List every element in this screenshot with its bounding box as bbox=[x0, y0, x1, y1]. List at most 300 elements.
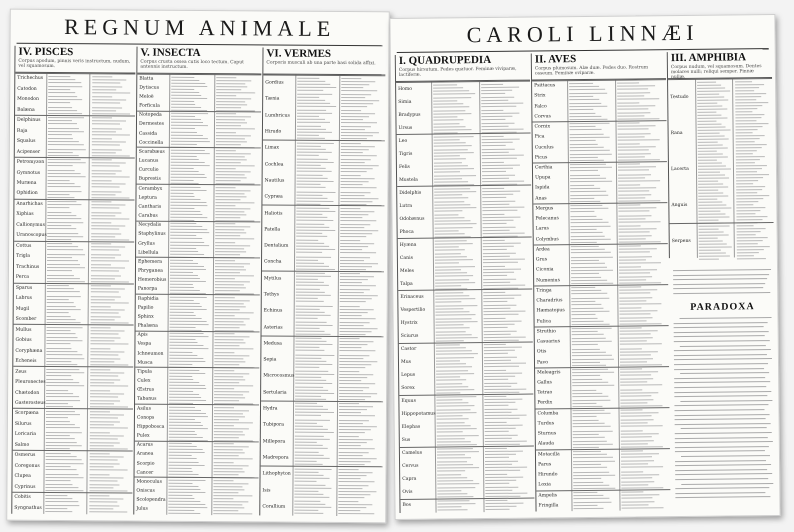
text-line bbox=[571, 280, 607, 281]
text-line bbox=[436, 318, 472, 319]
text-line bbox=[48, 170, 75, 171]
text-line bbox=[435, 305, 477, 306]
genus-row bbox=[261, 433, 383, 451]
text-line bbox=[46, 382, 79, 383]
text-line bbox=[620, 328, 642, 329]
text-line bbox=[485, 474, 507, 475]
paradoxa-text-line bbox=[675, 409, 765, 411]
text-line bbox=[482, 128, 524, 129]
genus-row bbox=[669, 150, 773, 188]
text-line bbox=[569, 103, 601, 104]
text-line bbox=[339, 396, 371, 397]
text-line bbox=[170, 217, 207, 218]
text-line bbox=[169, 406, 195, 407]
text-line bbox=[47, 201, 76, 202]
text-line bbox=[484, 402, 515, 403]
text-line bbox=[48, 141, 79, 142]
text-line bbox=[340, 273, 360, 274]
text-line bbox=[47, 264, 80, 265]
text-line bbox=[296, 273, 325, 274]
text-line bbox=[341, 97, 365, 98]
text-line bbox=[90, 477, 124, 478]
text-line bbox=[737, 240, 763, 241]
genus-name: Testudo bbox=[670, 94, 689, 101]
text-line bbox=[297, 129, 326, 130]
text-line bbox=[214, 373, 249, 374]
genus-row bbox=[261, 368, 383, 386]
text-line bbox=[573, 464, 601, 465]
text-line bbox=[91, 215, 115, 216]
text-line bbox=[481, 112, 519, 113]
text-line bbox=[618, 157, 645, 158]
genus-name: Larus bbox=[535, 226, 549, 232]
text-line bbox=[433, 123, 459, 124]
table-column bbox=[667, 51, 774, 258]
text-line bbox=[437, 467, 479, 468]
text-line bbox=[434, 162, 462, 163]
text-line bbox=[297, 151, 332, 152]
genus-name: Cottus bbox=[16, 243, 32, 249]
genus-name: Carabus bbox=[138, 213, 158, 219]
text-line bbox=[89, 487, 113, 488]
genus-name: Silurus bbox=[14, 421, 32, 427]
text-line bbox=[340, 322, 370, 323]
text-line bbox=[340, 276, 374, 277]
text-line bbox=[437, 455, 465, 456]
text-line bbox=[697, 111, 716, 112]
text-line bbox=[296, 227, 329, 228]
text-line bbox=[216, 162, 241, 163]
text-line bbox=[697, 102, 717, 103]
text-line bbox=[482, 148, 515, 149]
genus-name: Pavo bbox=[536, 359, 549, 366]
text-line bbox=[736, 156, 765, 157]
genus-name: Cobitis bbox=[14, 495, 31, 501]
text-line bbox=[485, 425, 523, 426]
paradoxa-text-line bbox=[674, 326, 764, 328]
text-line bbox=[215, 226, 250, 227]
text-line bbox=[483, 269, 521, 270]
text-line bbox=[215, 278, 235, 279]
text-line bbox=[216, 190, 251, 191]
text-line bbox=[570, 185, 594, 186]
genus-row bbox=[260, 498, 382, 516]
text-line bbox=[340, 279, 368, 280]
text-line bbox=[171, 186, 201, 187]
text-line bbox=[621, 474, 659, 475]
text-line bbox=[90, 453, 110, 454]
text-line bbox=[483, 308, 510, 309]
text-line bbox=[295, 439, 330, 440]
text-line bbox=[435, 311, 469, 312]
note-text-line bbox=[673, 288, 763, 290]
text-line bbox=[215, 287, 246, 288]
text-line bbox=[341, 175, 361, 176]
text-line bbox=[569, 113, 595, 114]
text-line bbox=[170, 232, 209, 233]
text-line bbox=[698, 141, 718, 142]
text-line bbox=[737, 234, 756, 235]
text-line bbox=[171, 95, 201, 96]
column-description: Corpus hirsutum. Pedes quatuor. Feminæ viviparæ, lactiferæ. bbox=[398, 66, 517, 78]
text-line bbox=[573, 482, 603, 483]
text-line bbox=[91, 201, 111, 202]
text-line bbox=[339, 380, 361, 381]
genus-name: Ardea bbox=[535, 247, 550, 253]
text-line bbox=[297, 132, 332, 133]
text-line bbox=[90, 456, 124, 457]
text-line bbox=[90, 351, 124, 352]
text-line bbox=[485, 435, 518, 436]
genus-row bbox=[263, 107, 385, 125]
text-line bbox=[482, 125, 509, 126]
text-line bbox=[482, 164, 520, 165]
text-line bbox=[434, 178, 462, 179]
text-line bbox=[340, 315, 362, 316]
text-line bbox=[482, 188, 504, 189]
text-line bbox=[340, 233, 372, 234]
text-line bbox=[90, 369, 110, 370]
text-line bbox=[89, 505, 119, 506]
text-line bbox=[214, 437, 239, 438]
text-line bbox=[341, 178, 375, 179]
genus-name: Salmo bbox=[14, 442, 30, 448]
text-line bbox=[47, 312, 69, 313]
table-column bbox=[259, 47, 385, 516]
text-line bbox=[437, 416, 463, 417]
text-line bbox=[295, 468, 332, 469]
text-line bbox=[483, 256, 510, 257]
text-line bbox=[214, 446, 249, 447]
text-line bbox=[435, 272, 467, 273]
text-line bbox=[46, 442, 77, 443]
text-line bbox=[339, 436, 359, 437]
text-line bbox=[434, 165, 468, 166]
text-line bbox=[214, 370, 234, 371]
text-line bbox=[618, 164, 640, 165]
text-line bbox=[572, 331, 598, 332]
text-line bbox=[621, 505, 648, 506]
text-line bbox=[339, 423, 363, 424]
text-line bbox=[617, 102, 639, 103]
genus-name: Scarabæus bbox=[138, 149, 165, 155]
genus-name: Tigris bbox=[398, 151, 413, 157]
text-line bbox=[339, 445, 361, 446]
text-line bbox=[621, 453, 659, 454]
text-line bbox=[92, 107, 122, 108]
text-line bbox=[90, 383, 114, 384]
text-line bbox=[433, 110, 465, 111]
text-line bbox=[736, 135, 765, 136]
text-line bbox=[296, 322, 327, 323]
text-line bbox=[89, 484, 119, 485]
text-line bbox=[571, 269, 613, 270]
text-line bbox=[571, 226, 611, 227]
text-line bbox=[46, 403, 68, 404]
text-line bbox=[435, 279, 469, 280]
text-line bbox=[485, 441, 527, 442]
text-line bbox=[735, 102, 768, 103]
text-line bbox=[571, 308, 603, 309]
text-line bbox=[216, 122, 247, 123]
text-line bbox=[215, 297, 235, 298]
text-line bbox=[215, 208, 250, 209]
text-line bbox=[618, 184, 640, 185]
genus-name: Gasterosteus bbox=[15, 400, 46, 406]
genus-name: Necydalis bbox=[138, 222, 162, 228]
text-line bbox=[48, 78, 75, 79]
text-line bbox=[699, 246, 732, 247]
text-line bbox=[297, 135, 319, 136]
text-line bbox=[436, 324, 464, 325]
left-page-title: REGNUM ANIMALE bbox=[64, 14, 336, 41]
text-line bbox=[573, 474, 615, 475]
text-line bbox=[483, 305, 516, 306]
text-line bbox=[92, 97, 112, 98]
text-line bbox=[620, 389, 642, 390]
text-line bbox=[48, 191, 82, 192]
genus-name: Lithophyton bbox=[262, 471, 291, 477]
text-line bbox=[295, 396, 321, 397]
text-line bbox=[296, 295, 331, 296]
genus-name: Lutra bbox=[399, 203, 413, 209]
text-line bbox=[572, 369, 608, 370]
text-line bbox=[483, 279, 516, 280]
text-line bbox=[295, 357, 321, 358]
text-line bbox=[216, 187, 236, 188]
text-line bbox=[45, 497, 72, 498]
text-line bbox=[46, 463, 84, 464]
text-line bbox=[170, 318, 202, 319]
text-line bbox=[216, 95, 236, 96]
text-line bbox=[481, 89, 512, 90]
paradoxa-text-line bbox=[674, 363, 768, 365]
text-line bbox=[214, 455, 239, 456]
text-line bbox=[216, 125, 241, 126]
text-line bbox=[214, 474, 239, 475]
text-line bbox=[435, 230, 459, 231]
text-line bbox=[296, 224, 324, 225]
text-line bbox=[438, 507, 462, 508]
text-line bbox=[339, 478, 361, 479]
text-line bbox=[697, 81, 716, 82]
text-line bbox=[47, 254, 85, 255]
text-line bbox=[618, 215, 651, 216]
genus-name: Patella bbox=[264, 227, 281, 233]
text-line bbox=[169, 437, 203, 438]
text-line bbox=[736, 141, 755, 142]
text-line bbox=[297, 178, 328, 179]
genus-name: Parus bbox=[538, 462, 552, 468]
text-line bbox=[485, 477, 523, 478]
text-line bbox=[737, 231, 761, 232]
text-line bbox=[295, 419, 330, 420]
text-line bbox=[571, 256, 613, 257]
genus-name: Delphinus bbox=[16, 117, 41, 124]
text-line bbox=[216, 77, 236, 78]
text-line bbox=[48, 134, 72, 135]
text-line bbox=[215, 281, 250, 282]
text-line bbox=[619, 238, 646, 239]
text-line bbox=[699, 249, 721, 250]
text-line bbox=[46, 414, 80, 415]
text-line bbox=[216, 80, 251, 81]
text-line bbox=[572, 372, 614, 373]
text-line bbox=[736, 138, 760, 139]
text-line bbox=[170, 333, 204, 334]
text-line bbox=[435, 285, 461, 286]
text-line bbox=[484, 337, 526, 338]
text-line bbox=[572, 321, 604, 322]
text-line bbox=[92, 149, 122, 150]
text-line bbox=[169, 373, 205, 374]
text-line bbox=[47, 239, 71, 240]
text-line bbox=[216, 168, 236, 169]
text-line bbox=[214, 364, 239, 365]
text-line bbox=[698, 207, 731, 208]
column-body bbox=[12, 72, 135, 515]
text-line bbox=[572, 410, 604, 411]
text-line bbox=[697, 108, 727, 109]
text-line bbox=[46, 369, 79, 370]
text-line bbox=[214, 382, 239, 383]
text-line bbox=[91, 285, 111, 286]
text-line bbox=[737, 219, 763, 220]
text-line bbox=[573, 471, 609, 472]
genus-name: Acipenser bbox=[16, 149, 41, 155]
text-line bbox=[341, 143, 361, 144]
text-line bbox=[619, 228, 657, 229]
text-line bbox=[435, 243, 473, 244]
text-line bbox=[570, 215, 596, 216]
genus-name: Dentalium bbox=[264, 243, 289, 249]
text-line bbox=[340, 246, 368, 247]
text-line bbox=[170, 278, 200, 279]
text-line bbox=[341, 162, 365, 163]
text-line bbox=[45, 484, 72, 485]
text-line bbox=[296, 208, 329, 209]
text-line bbox=[47, 222, 83, 223]
text-line bbox=[485, 490, 512, 491]
text-line bbox=[340, 224, 370, 225]
paradoxa-title: PARADOXA bbox=[690, 301, 755, 313]
text-line bbox=[92, 103, 120, 104]
text-line bbox=[483, 259, 525, 260]
text-line bbox=[433, 84, 457, 85]
genus-name: Medusa bbox=[263, 341, 282, 347]
text-line bbox=[621, 494, 659, 495]
column-description: Corpus crusta ossea cutis loco tectum. Caput antennis instructum. bbox=[140, 59, 244, 70]
text-line bbox=[169, 379, 193, 380]
genus-name: Scolopendra bbox=[136, 497, 166, 504]
text-line bbox=[215, 327, 240, 328]
text-line bbox=[297, 93, 332, 94]
text-line bbox=[296, 308, 320, 309]
text-line bbox=[297, 96, 319, 97]
text-line bbox=[339, 409, 367, 410]
text-line bbox=[571, 290, 601, 291]
text-line bbox=[170, 305, 202, 306]
text-line bbox=[46, 424, 75, 425]
text-line bbox=[699, 255, 730, 256]
text-line bbox=[48, 159, 81, 160]
text-line bbox=[736, 168, 762, 169]
text-line bbox=[484, 370, 506, 371]
genus-name: Rana bbox=[670, 130, 683, 137]
text-line bbox=[618, 136, 645, 137]
text-line bbox=[215, 242, 235, 243]
text-line bbox=[296, 279, 318, 280]
genus-name: Microcosmus bbox=[263, 373, 295, 380]
text-line bbox=[92, 79, 126, 80]
genus-name: Millepora bbox=[262, 439, 286, 445]
genus-name: Strix bbox=[534, 93, 546, 99]
text-line bbox=[92, 145, 120, 146]
text-line bbox=[215, 333, 235, 334]
text-line bbox=[170, 308, 207, 309]
text-line bbox=[618, 177, 645, 178]
text-line bbox=[48, 138, 73, 139]
table-column bbox=[531, 52, 671, 511]
genus-name: Tethys bbox=[263, 292, 280, 298]
text-line bbox=[570, 174, 600, 175]
genus-name: Staphylinus bbox=[138, 231, 166, 238]
text-line bbox=[296, 262, 324, 263]
text-line bbox=[621, 423, 648, 424]
text-line bbox=[341, 83, 369, 84]
text-line bbox=[90, 445, 114, 446]
text-line bbox=[296, 249, 335, 250]
text-line bbox=[621, 471, 643, 472]
text-line bbox=[171, 168, 194, 169]
text-line bbox=[169, 425, 203, 426]
text-line bbox=[215, 223, 235, 224]
text-line bbox=[92, 191, 122, 192]
genus-name: Cantharis bbox=[138, 204, 162, 210]
paradoxa-text-line bbox=[675, 423, 771, 425]
text-line bbox=[434, 175, 476, 176]
text-line bbox=[481, 99, 508, 100]
text-line bbox=[170, 287, 194, 288]
genus-name: Meleagris bbox=[537, 370, 561, 376]
text-line bbox=[90, 442, 120, 443]
text-line bbox=[168, 483, 192, 484]
text-line bbox=[571, 287, 595, 288]
genus-name: Castor bbox=[400, 346, 417, 353]
column-heading: II. AVES bbox=[534, 53, 577, 66]
text-line bbox=[215, 336, 250, 337]
genus-name: Falco bbox=[534, 103, 547, 110]
text-line bbox=[171, 189, 207, 190]
text-line bbox=[481, 102, 523, 103]
text-line bbox=[485, 467, 527, 468]
text-line bbox=[571, 246, 599, 247]
text-line bbox=[698, 147, 728, 148]
genus-row bbox=[668, 114, 772, 152]
text-line bbox=[485, 438, 512, 439]
text-line bbox=[620, 369, 642, 370]
text-line bbox=[339, 475, 367, 476]
text-line bbox=[484, 373, 522, 374]
text-line bbox=[571, 229, 597, 230]
text-line bbox=[169, 418, 195, 419]
text-line bbox=[90, 432, 110, 433]
text-line bbox=[295, 360, 326, 361]
text-line bbox=[297, 165, 321, 166]
text-line bbox=[215, 199, 240, 200]
text-line bbox=[214, 352, 234, 353]
text-line bbox=[572, 390, 596, 391]
